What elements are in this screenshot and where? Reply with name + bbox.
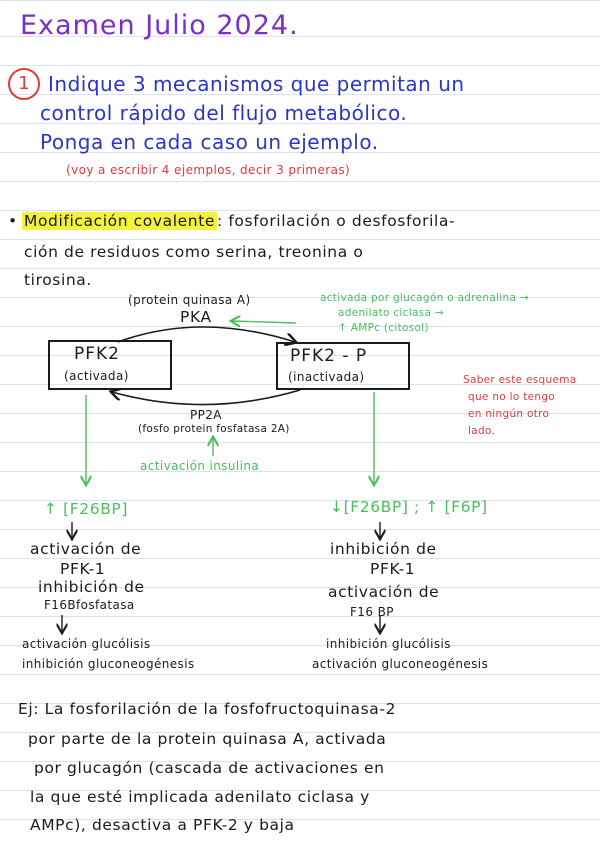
left-branch-line-1: activación de [30, 540, 142, 558]
left-branch-header: ↑ [F26BP] [44, 500, 129, 518]
study-note-line-4: lado. [468, 425, 496, 437]
question-line-1: Indique 3 mecanismos que permitan un [48, 72, 465, 96]
question-line-2: control rápido del flujo metabólico. [40, 101, 408, 125]
left-branch-line-3: inhibición de [38, 578, 145, 596]
study-note-line-1: Saber este esquema [463, 374, 577, 386]
bullet: • [8, 212, 18, 230]
example-line-4: la que esté implicada adenilato ciclasa y [30, 788, 370, 806]
page-title: Examen Julio 2024. [20, 10, 299, 41]
insulin-activation: activación insulina [140, 459, 260, 473]
study-note-line-3: en ningún otro [468, 408, 550, 420]
pp2a-full-name: (fosfo protein fosfatasa 2A) [138, 423, 290, 435]
question-line-3: Ponga en cada caso un ejemplo. [40, 130, 379, 154]
section-line-1: fosforilación o desfosforila- [228, 212, 456, 230]
pka-label: PKA [180, 308, 212, 326]
section-line-2: ción de residuos como serina, treonina o [24, 243, 364, 261]
right-branch-line-3: activación de [328, 583, 440, 601]
pfk2p-state: (inactivada) [288, 370, 365, 384]
right-branch-line-2: PFK-1 [370, 560, 416, 578]
question-note: (voy a escribir 4 ejemplos, decir 3 primeras) [66, 163, 351, 177]
right-branch-header: ↓[F26BP] ; ↑ [F6P] [330, 498, 488, 516]
left-branch-line-2: PFK-1 [60, 560, 106, 578]
right-branch-line-5: inhibición glucólisis [326, 637, 451, 651]
right-branch-line-4: F16 BP [350, 605, 394, 619]
pfk2-state: (activada) [64, 369, 129, 383]
question-number-badge: 1 [8, 68, 40, 100]
pfk2-name: PFK2 [74, 344, 120, 364]
right-branch-line-1: inhibición de [330, 540, 437, 558]
pka-activation-line-1: activada por glucagón o adrenalina → [320, 292, 529, 304]
pka-activation-line-2: adenilato ciclasa → [338, 307, 444, 319]
heading-colon: : [217, 212, 223, 230]
example-line-1: Ej: La fosforilación de la fosfofructoquinasa-2 [18, 700, 397, 718]
pp2a-label: PP2A [190, 408, 222, 422]
left-branch-line-4: F16Bfosfatasa [44, 598, 135, 612]
pka-full-name: (protein quinasa A) [128, 293, 251, 307]
right-branch-line-6: activación gluconeogénesis [312, 657, 489, 671]
pfk2p-box [276, 342, 410, 390]
left-branch-line-5: activación glucólisis [22, 637, 151, 651]
pfk2p-name: PFK2 - P [290, 346, 368, 366]
left-branch-line-6: inhibición gluconeogénesis [22, 657, 195, 671]
example-line-2: por parte de la protein quinasa A, activada [28, 730, 387, 748]
section-line-3: tirosina. [24, 271, 92, 289]
example-line-5: AMPc), desactiva a PFK-2 y baja [30, 816, 295, 834]
pfk2-box [48, 340, 172, 390]
pka-activation-line-3: ↑ AMPc (citosol) [338, 322, 429, 334]
example-line-3: por glucagón (cascada de activaciones en [34, 759, 385, 777]
study-note-line-2: que no lo tengo [468, 391, 556, 403]
section-heading: Modificación covalente [24, 212, 216, 230]
